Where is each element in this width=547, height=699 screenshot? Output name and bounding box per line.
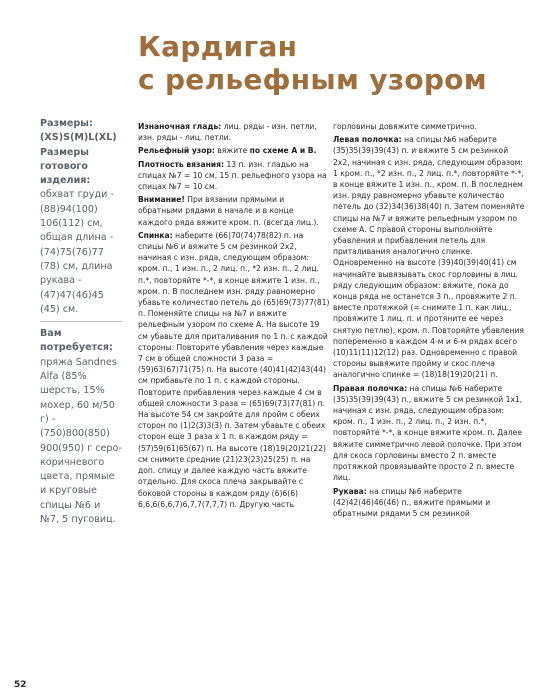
sidebar-divider <box>40 321 122 322</box>
page-number: 52 <box>14 680 27 690</box>
paragraph: Спинка: наберите (66)70(74)78(82) п. на спицы №6 и вяжите 5 см резинкой 2х2, начиная с изн. ряда, следующим образом: кром. п., 1 изн. п., 2 лиц. п., *2 изн. п., 2 лиц. п.*, повторяйте *-*, в конце вяжите 1 изн. п., кром. п. В последнем изн. ряду равномерно убавьте количество петель до (65)69(73)77(81) п. Поменяйте спицы на №7 и вяжите рельефным узором по схеме А. На высоте 19 см убавьте для приталивания по 1 п. с каждой стороны. Повторите убавления через каждые 7 см в общей сложности 3 раза = (59)63(67)71(75) п. На высоте (40)41(42)43(44) см прибавьте по 1 п. с каждой стороны. Повторите прибавления через каждые 4 см в общей сложности 3 раза = (65)69(73)77(81) п. На высоте 54 см закройте для пройм с обеих сторон по (1)2(3)3(3) п. Затем убавьте с обеих сторон еще 3 раза х 1 п. в каждом ряду = (57)59(61)65(67) п. На высоте (18)19(20)21(22) см снимите средние (21)23(23)25(25) п. на доп. спицу и далее каждую часть вяжите отдельно. Для скоса плеча закрывайте с боковой стороны в каждом ряду (6)6(6) 6,6,6(6,6,7)6,7,7(7,7,7) п. Другую часть <box>138 230 330 509</box>
paragraph: горловины довяжите симметрично. <box>333 122 477 131</box>
paragraph: Внимание! При вязании прямыми и обратными рядами в начале и в конце каждого ряда вяжите кром. п. (всегда лиц.). <box>138 195 319 227</box>
finished-size-heading: Размеры готового изделия: <box>40 146 91 187</box>
paragraph: Плотность вязания: 13 п. изн. гладью на спицах №7 = 10 см, 15 п. рельефного узора на спицах №7 = 10 см. <box>138 159 327 192</box>
paragraph: Правая полочка: на спицы №6 наберите (35)35(39)39(43) п., вяжите 5 см резинкой 1х1, начиная с изн. ряда, следующим образом: кром. п., 1 изн. п., 2 лиц. п., 2 изн. п.*, повторяйте *-*, в конце вяжите кром. п. Далее вяжите симметрично левой полочке. При этом для скоса горловины вместо 2 п. вместе протяжкой провязывайте просто 2 п. вместе лиц. <box>333 383 523 483</box>
paragraph: Рукава: на спицы №6 наберите (42)42(46)46(46) п., вяжите прямыми и обратными рядами 5 см резинкой <box>333 486 491 518</box>
finished-size-text: обхват груди - (88)94(100) 106(112) см, общая длина - (74)75(76)77 (78) см, длина рукава - (47)47(46)45 (45) см. <box>40 189 114 315</box>
page-title <box>138 30 487 96</box>
title-line-2: с рельефным узором <box>138 63 487 96</box>
paragraph: Изнаночная гладь: лиц. ряды - изн. петли, изн. ряды - лиц. петли. <box>138 122 317 143</box>
title-line-1: Кардиган <box>138 30 298 63</box>
sizes-value: (XS)S(M)L(XL) <box>40 132 117 144</box>
sizes-heading: Размеры: <box>40 118 93 129</box>
sidebar <box>40 117 122 527</box>
materials-text: пряжа Sandnes Alfa (85% шерсть, 15% мохер, 60 м/50 г) - (750)800(850) 900(950) г серо-коричневого цвета, прямые и круговые спицы №6 и №7, 5 пуговиц. <box>40 356 122 526</box>
materials-heading: Вам потребуется: <box>40 328 113 354</box>
text-column-1 <box>138 121 330 512</box>
paragraph: Левая полочка: на спицы №6 наберите (35)35(39)39(43) п. и вяжите 5 см резинкой 2х2, начиная с изн. ряда, следующим образом: 1 кром. п., *2 изн. п., 2 лиц. п.*, повторяйте *-*, в конце вяжите 1 изн. п., кром. п. В последнем изн. ряду равномерно убавьте количество петель до (32)34(36)38(40) п. Затем поменяйте спицы на №7 и вяжите рельефным узором по схеме А. С правой стороны выполняйте убавления и прибавления петель для приталивания аналогично спинке. Одновременно на высоте (39)40(39)40(41) см начинайте вывязывать скос горловины в лиц. ряду следующим образом: вяжите, пока до конца ряда не останется 3 п., провяжите 2 п. вместе протяжкой (= снимите 1 п. как лиц., провяжите 1 лиц. п. и протяните ее через снятую петлю), кром. п. Повторяйте убавления попеременно в каждом 4-м и 6-м рядах всего (10)11(11)12(12) раз. Одновременно с правой стороны вывяжите пройму и скос плеча аналогично спинке = (18)18(19)20(21) п. <box>333 135 525 380</box>
text-column-2 <box>333 121 525 521</box>
paragraph: Рельефный узор: вяжите по схеме А и В. <box>138 146 317 156</box>
